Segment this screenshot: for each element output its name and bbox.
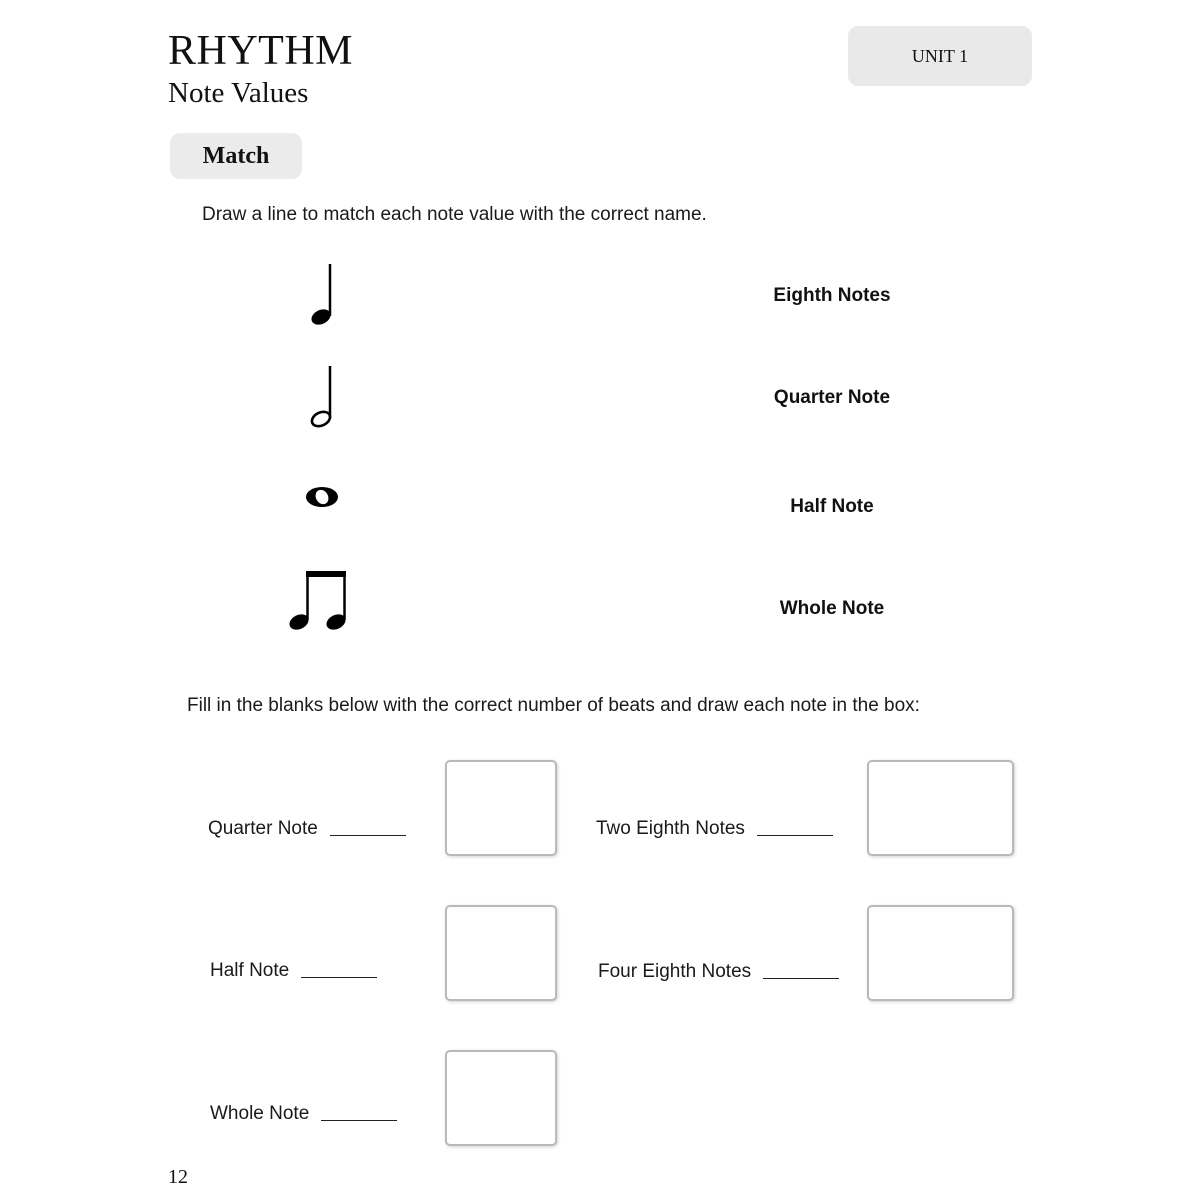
fill-item-label: Two Eighth Notes (596, 818, 745, 839)
fill-item-half-note (210, 959, 377, 983)
beats-blank[interactable] (301, 976, 377, 978)
beats-blank[interactable] (757, 834, 833, 836)
page-title: RHYTHM (168, 28, 354, 74)
fill-item-four-eighth-notes (598, 960, 839, 984)
unit-badge: UNIT 1 (848, 26, 1032, 86)
fill-item-whole-note (210, 1102, 397, 1126)
note-drawing-box[interactable] (867, 760, 1014, 856)
whole-note-icon (300, 482, 346, 512)
beats-blank[interactable] (763, 977, 839, 979)
note-drawing-box[interactable] (445, 905, 557, 1001)
page-number: 12 (168, 1166, 188, 1188)
beats-blank[interactable] (321, 1119, 397, 1121)
name-quarter-note: Quarter Note (773, 387, 891, 408)
note-drawing-box[interactable] (867, 905, 1014, 1001)
match-instruction: Draw a line to match each note value with the correct name. (202, 204, 707, 225)
name-whole-note: Whole Note (779, 598, 885, 619)
fill-instruction: Fill in the blanks below with the correct number of beats and draw each note in the box: (187, 695, 920, 716)
half-note-icon (300, 362, 350, 432)
fill-item-label: Quarter Note (208, 818, 318, 839)
note-drawing-box[interactable] (445, 760, 557, 856)
match-section-heading: Match (170, 133, 302, 179)
fill-item-label: Half Note (210, 960, 290, 981)
note-drawing-box[interactable] (445, 1050, 557, 1146)
beats-blank[interactable] (330, 834, 406, 836)
quarter-note-icon (300, 260, 350, 330)
fill-item-two-eighth-notes (596, 817, 833, 841)
fill-item-label: Four Eighth Notes (598, 961, 752, 982)
eighth-notes-icon (286, 566, 356, 636)
fill-item-quarter-note (208, 817, 406, 841)
fill-item-label: Whole Note (210, 1103, 310, 1124)
page-subtitle: Note Values (168, 77, 309, 109)
name-eighth-notes: Eighth Notes (773, 285, 891, 306)
name-half-note: Half Note (790, 496, 874, 517)
